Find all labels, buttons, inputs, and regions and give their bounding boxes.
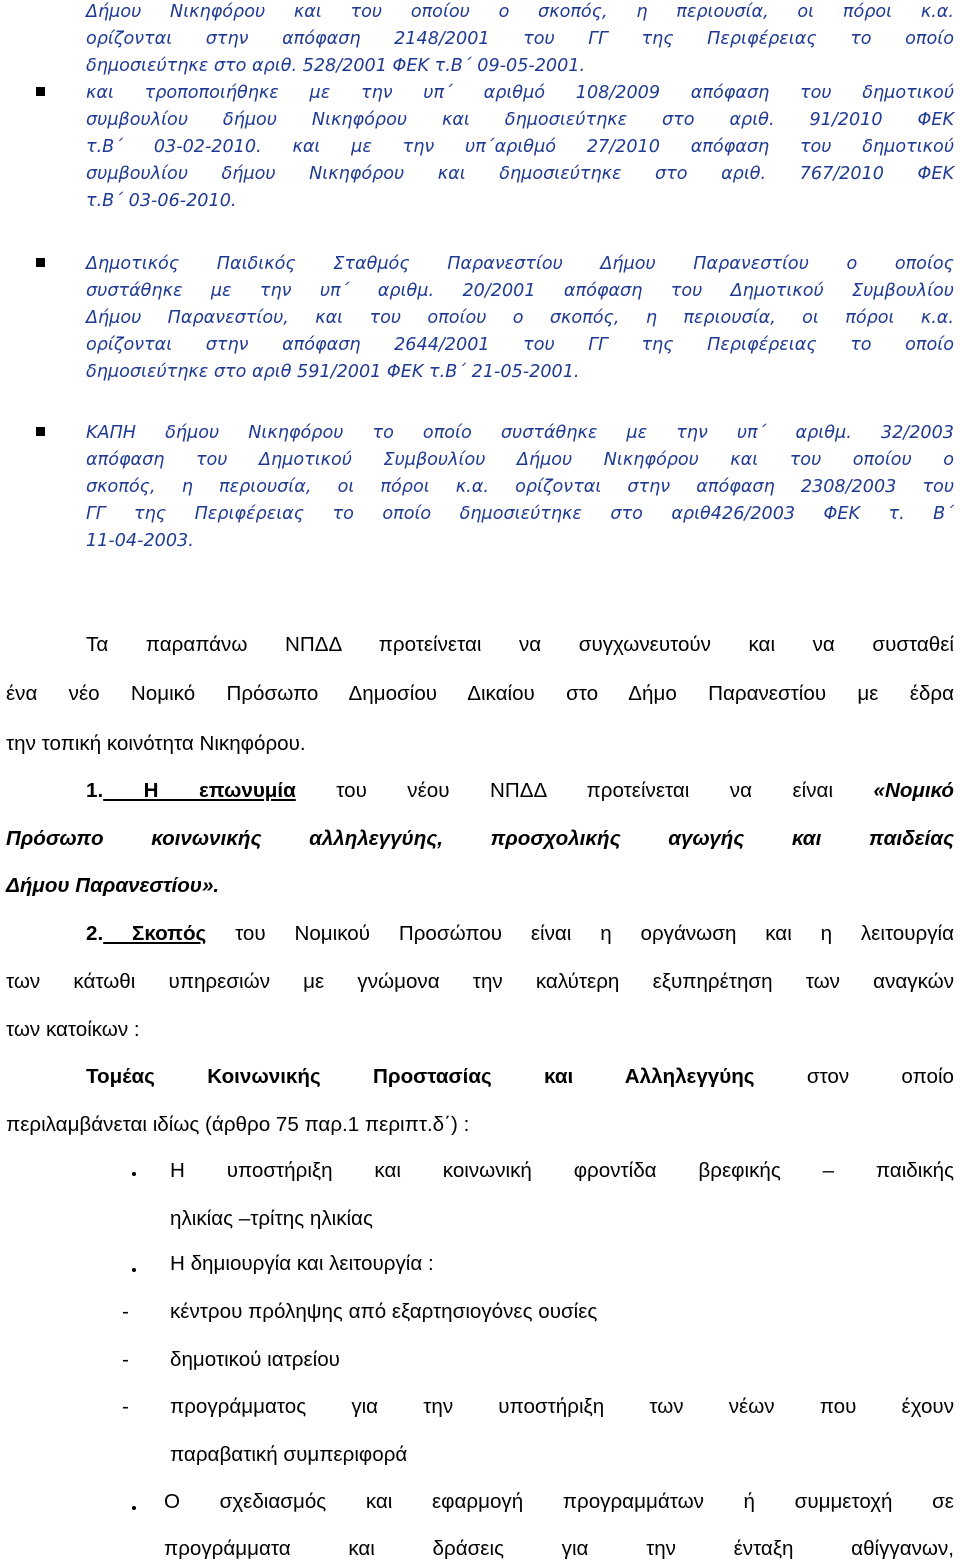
bullet-dot-icon: [132, 1172, 136, 1176]
paragraph-heading: Η επωνυμία: [103, 779, 296, 802]
dash-marker: -: [122, 1300, 129, 1323]
paragraph-text: του νέου ΝΠΔΔ προτείνεται να είναι: [295, 779, 874, 802]
continued-line: ορίζονται στην απόφαση 2148/2001 του ΓΓ της Περιφέρειας το οποίο: [86, 29, 954, 49]
bullet-dot-icon: [132, 1268, 136, 1272]
list-item-line: ΓΓ της Περιφέρειας το οποίο δημοσιεύτηκε στο αριθ426/2003 ΦΕΚ τ. Β΄: [86, 504, 954, 524]
sub-item-line: προγράμματος για την υποστήριξη των νέων που έχουν: [170, 1395, 954, 1418]
square-bullet-icon: [36, 427, 45, 436]
list-item-line: συμβουλίου δήμου Νικηφόρου και δημοσιεύτηκε στο αριθ. 91/2010 ΦΕΚ: [86, 110, 954, 130]
dash-marker: -: [122, 1348, 129, 1371]
square-bullet-icon: [36, 258, 45, 267]
entity-name: «Νομικό: [873, 779, 954, 802]
sub-item-line: κέντρου πρόληψης από εξαρτησιογόνες ουσίες: [170, 1300, 598, 1323]
list-item-line: και τροποποιήθηκε με την υπ΄ αριθμό 108/2009 απόφαση του δημοτικού: [86, 83, 954, 103]
intro-line: Τα παραπάνω ΝΠΔΔ προτείνεται να συγχωνευτούν και να συσταθεί: [86, 633, 954, 656]
bullet-line: Ο σχεδιασμός και εφαρμογή προγραμμάτων ή συμμετοχή σε: [164, 1490, 954, 1513]
paragraph-heading: Σκοπός: [103, 922, 207, 945]
list-item-line: ΚΑΠΗ δήμου Νικηφόρου το οποίο συστάθηκε με την υπ΄ αριθμ. 32/2003: [86, 423, 954, 443]
intro-line: ένα νέο Νομικό Πρόσωπο Δημοσίου Δικαίου στο Δήμο Παρανεστίου με έδρα: [6, 682, 954, 705]
sector-line: [86, 1063, 954, 1091]
paragraph-number: 1.: [86, 779, 104, 802]
sector-text: στον οποίο: [754, 1065, 954, 1088]
list-item-line: 11-04-2003.: [86, 531, 194, 551]
sector-line: περιλαμβάνεται ιδίως (άρθρο 75 παρ.1 περιπτ.δ΄) :: [6, 1113, 470, 1136]
dash-marker: -: [122, 1395, 129, 1418]
bullet-line: Η υποστήριξη και κοινωνική φροντίδα βρεφικής – παιδικής: [170, 1159, 954, 1182]
list-item-line: τ.Β΄ 03-06-2010.: [86, 191, 237, 211]
bullet-dot-icon: [132, 1506, 136, 1510]
bullet-line: προγράμματα και δράσεις για την ένταξη αθίγγανων,: [164, 1537, 954, 1560]
paragraph-2-line: των κατοίκων :: [6, 1018, 140, 1041]
sub-item-line: παραβατική συμπεριφορά: [170, 1443, 408, 1466]
continued-line: δημοσιεύτηκε στο αριθ. 528/2001 ΦΕΚ τ.Β΄ 09-05-2001.: [86, 56, 586, 76]
list-item-line: σκοπός, η περιουσία, οι πόροι κ.α. ορίζονται στην απόφαση 2308/2003 του: [86, 477, 954, 497]
continued-line: Δήμου Νικηφόρου και του οποίου ο σκοπός, η περιουσία, οι πόροι κ.α.: [86, 2, 954, 22]
list-item-line: Δήμου Παρανεστίου, και του οποίου ο σκοπός, η περιουσία, οι πόροι κ.α.: [86, 308, 954, 328]
bullet-line: Η δημιουργία και λειτουργία :: [170, 1252, 434, 1275]
sub-item-line: δημοτικού ιατρείου: [170, 1348, 340, 1371]
bullet-line: ηλικίας –τρίτης ηλικίας: [170, 1207, 373, 1230]
list-item-line: απόφαση του Δημοτικού Συμβουλίου Δήμου Νικηφόρου και του οποίου ο: [86, 450, 954, 470]
paragraph-2-line: των κάτωθι υπηρεσιών με γνώμονα την καλύτερη εξυπηρέτηση των αναγκών: [6, 970, 954, 993]
list-item-line: συστάθηκε με την υπ΄ αριθμ. 20/2001 απόφαση του Δημοτικού Συμβουλίου: [86, 281, 954, 301]
list-item-line: Δημοτικός Παιδικός Σταθμός Παρανεστίου Δήμου Παρανεστίου ο οποίος: [86, 254, 954, 274]
list-item-line: ορίζονται στην απόφαση 2644/2001 του ΓΓ της Περιφέρειας το οποίο: [86, 335, 954, 355]
paragraph-1-line: [86, 777, 954, 805]
paragraph-number: 2.: [86, 922, 104, 945]
sector-title: Τομέας Κοινωνικής Προστασίας και Αλληλεγγύης: [86, 1065, 755, 1088]
square-bullet-icon: [36, 87, 45, 96]
list-item-line: δημοσιεύτηκε στο αριθ 591/2001 ΦΕΚ τ.Β΄ 21-05-2001.: [86, 362, 580, 382]
list-item-line: τ.Β΄ 03-02-2010. και με την υπ΄αριθμό 27/2010 απόφαση του δημοτικού: [86, 137, 954, 157]
paragraph-text: του Νομικού Προσώπου είναι η οργάνωση και η λειτουργία: [206, 922, 954, 945]
entity-name-line: Δήμου Παρανεστίου».: [6, 874, 220, 897]
paragraph-2-line: [86, 920, 954, 948]
list-item-line: συμβουλίου δήμου Νικηφόρου και δημοσιεύτηκε στο αριθ. 767/2010 ΦΕΚ: [86, 164, 954, 184]
intro-line: την τοπική κοινότητα Νικηφόρου.: [6, 732, 306, 755]
entity-name-line: Πρόσωπο κοινωνικής αλληλεγγύης, προσχολικής αγωγής και παιδείας: [6, 827, 954, 850]
